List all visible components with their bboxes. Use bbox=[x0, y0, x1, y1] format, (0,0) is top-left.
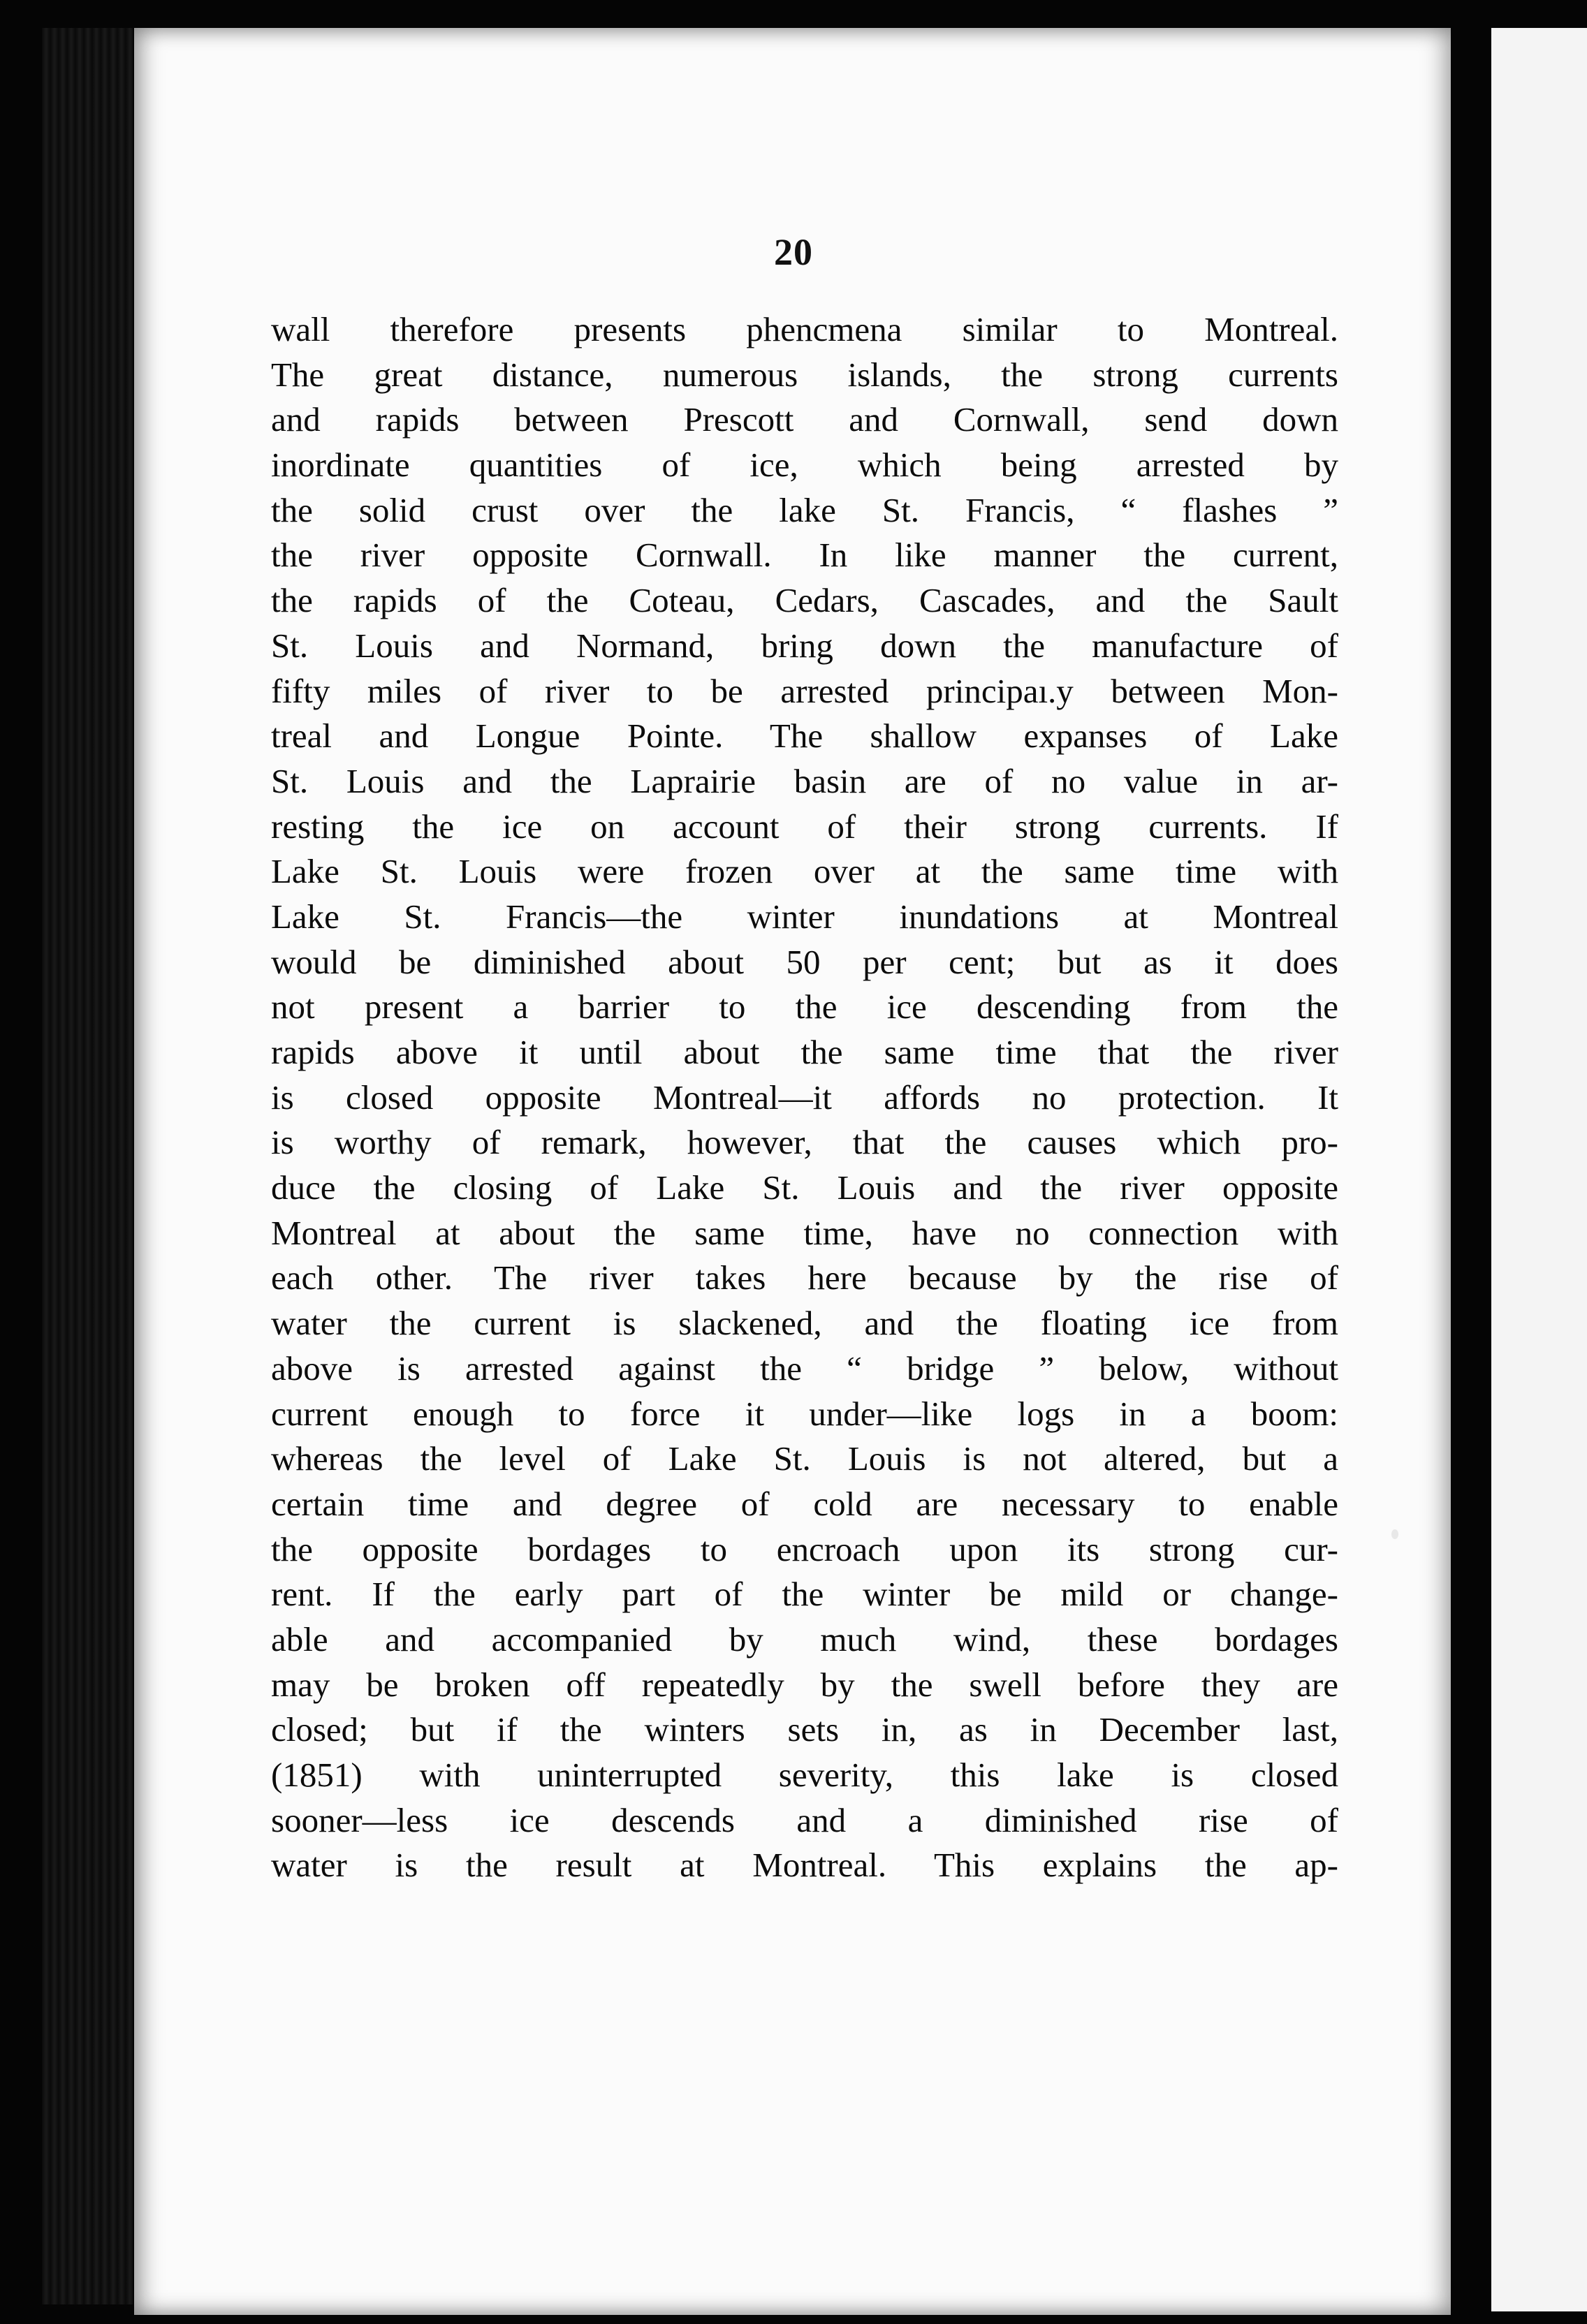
text-line: closed; but if the winters sets in, as in December last, bbox=[271, 1710, 1338, 1749]
text-line: Montreal at about the same time, have no connection with bbox=[271, 1213, 1338, 1252]
text-line: not present a barrier to the ice descending from the bbox=[271, 987, 1338, 1027]
page-number: 20 bbox=[774, 231, 813, 273]
page-speck bbox=[1391, 1529, 1398, 1539]
text-line: and rapids between Prescott and Cornwall, send down bbox=[271, 400, 1338, 439]
text-line: resting the ice on account of their strong currents. If bbox=[271, 807, 1338, 846]
text-line: would be diminished about 50 per cent; but as it does bbox=[271, 942, 1338, 981]
text-line: rapids above it until about the same time that the river bbox=[271, 1033, 1338, 1071]
text-line: able and accompanied by much wind, these bordages bbox=[271, 1619, 1338, 1659]
text-line: sooner—less ice descends and a diminished rise of bbox=[271, 1800, 1338, 1839]
text-line: St. Louis and the Laprairie basin are of no value in ar- bbox=[271, 761, 1338, 800]
text-line: water is the result at Montreal. This explains the ap- bbox=[271, 1846, 1338, 1885]
text-line: whereas the level of Lake St. Louis is not altered, but a bbox=[271, 1439, 1338, 1478]
text-line: treal and Longue Pointe. The shallow expanses of Lake bbox=[271, 716, 1338, 756]
text-line: Lake St. Louis were frozen over at the same time with bbox=[271, 852, 1338, 891]
text-line: the river opposite Cornwall. In like manner the current, bbox=[271, 536, 1338, 575]
text-line: is closed opposite Montreal—it affords no protection. It bbox=[271, 1078, 1338, 1117]
text-line: each other. The river takes here because by the rise of bbox=[271, 1258, 1338, 1297]
text-line: the rapids of the Coteau, Cedars, Cascades, and the Sault bbox=[271, 581, 1338, 620]
text-line: rent. If the early part of the winter be mild or change- bbox=[271, 1575, 1338, 1614]
text-line: duce the closing of Lake St. Louis and the river opposite bbox=[271, 1168, 1338, 1207]
text-line: (1851) with uninterrupted severity, this lake is closed bbox=[271, 1756, 1338, 1794]
body-text bbox=[271, 307, 1338, 1888]
text-line: current enough to force it under—like logs in a boom: bbox=[271, 1394, 1338, 1433]
text-line: Lake St. Francis—the winter inundations at Montreal bbox=[271, 897, 1338, 936]
text-line: is worthy of remark, however, that the causes which pro- bbox=[271, 1123, 1338, 1162]
text-line: wall therefore presents phencmena similar to Montreal. bbox=[271, 310, 1338, 348]
text-line: inordinate quantities of ice, which being arrested by bbox=[271, 446, 1338, 485]
text-line: certain time and degree of cold are necessary to enable bbox=[271, 1484, 1338, 1523]
book-binding-edge bbox=[42, 28, 133, 2304]
facing-page-edge bbox=[1491, 28, 1587, 2311]
text-line: the opposite bordages to encroach upon its strong cur- bbox=[271, 1529, 1338, 1568]
text-line: the solid crust over the lake St. Francis, “ flashes ” bbox=[271, 490, 1338, 529]
text-line: water the current is slackened, and the floating ice from bbox=[271, 1304, 1338, 1343]
text-line: may be broken off repeatedly by the swell before they are bbox=[271, 1665, 1338, 1704]
text-line: The great distance, numerous islands, the strong currents bbox=[271, 355, 1338, 394]
text-line: St. Louis and Normand, bring down the manufacture of bbox=[271, 626, 1338, 665]
text-line: above is arrested against the “ bridge ” below, without bbox=[271, 1348, 1338, 1388]
text-line: fifty miles of river to be arrested principaı.y between Mon- bbox=[271, 671, 1338, 710]
